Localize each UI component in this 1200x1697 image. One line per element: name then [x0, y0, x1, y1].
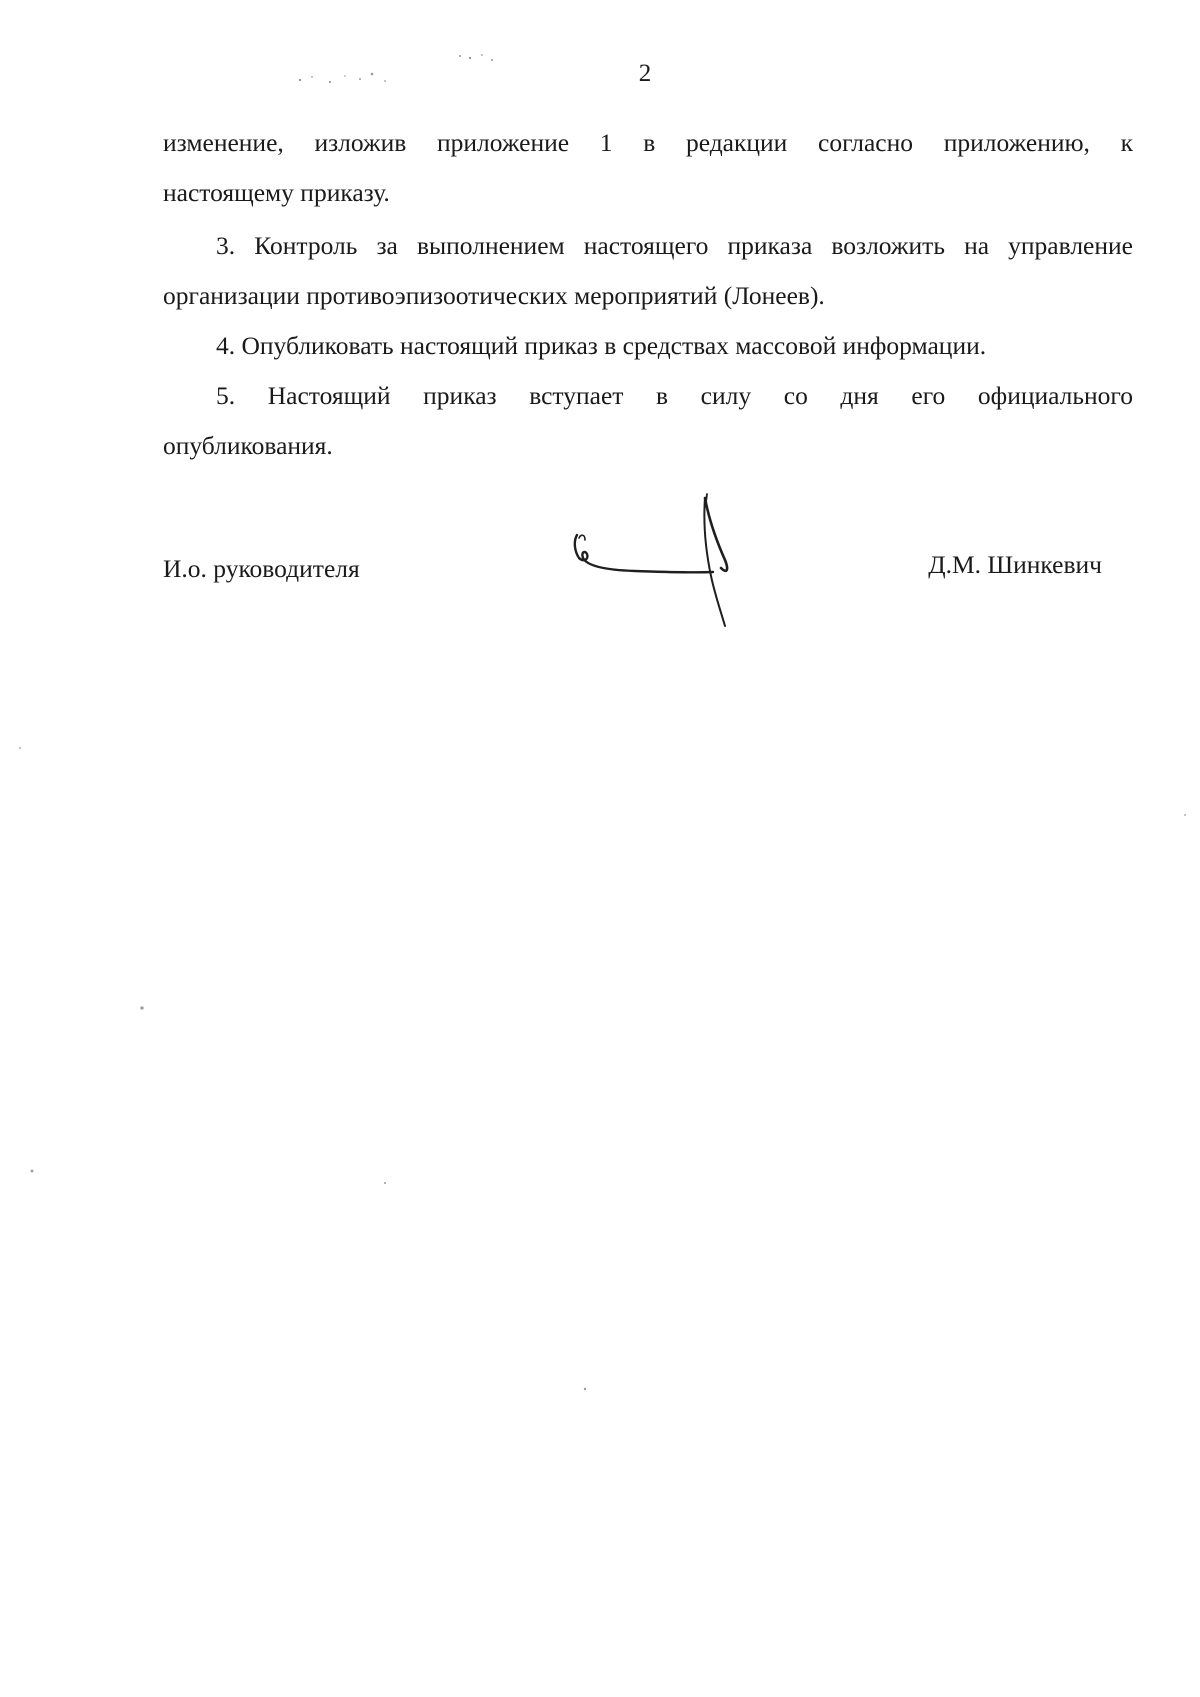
document-body	[163, 118, 1133, 471]
item-4: 4. Опубликовать настоящий приказ в средствах массовой информации.	[216, 331, 987, 360]
handwritten-signature	[565, 480, 765, 630]
item-3-line2: организации противоэпизоотических мероприятий (Лонеев).	[163, 281, 825, 310]
paragraph-continuation-line2: настоящему приказу.	[163, 178, 390, 207]
item-5-line1: 5. Настоящий приказ вступает в силу со дня его официального	[216, 381, 1133, 410]
signature-block	[0, 480, 1200, 640]
signer-name: Д.М. Шинкевич	[928, 550, 1102, 579]
paragraph-continuation-line1: изменение, изложив приложение 1 в редакции согласно приложению, к	[163, 128, 1133, 157]
item-5-line2: опубликования.	[163, 431, 333, 460]
page-number: 2	[638, 60, 652, 87]
item-3-line1: 3. Контроль за выполнением настоящего приказа возложить на управление	[216, 231, 1133, 260]
signer-position: И.о. руководителя	[163, 554, 360, 583]
